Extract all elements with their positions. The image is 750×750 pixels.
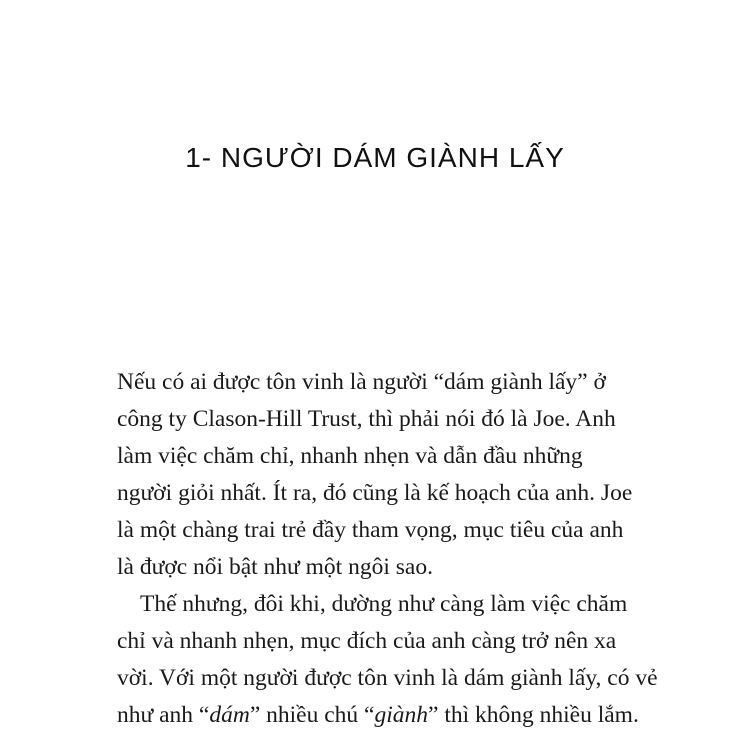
text-segment: như anh “ [117,702,210,728]
italic-word: dám [209,702,250,728]
text-line: vời. Với một người được tôn vinh là dám giành lấy, có vẻ [117,665,658,691]
text-line: Thế nhưng, đôi khi, dường như càng làm việc chăm [140,591,628,617]
text-segment: ” nhiều chú “ [249,702,375,728]
text-segment: ” thì không nhiều lắm. [428,702,639,728]
text-line: Nếu có ai được tôn vinh là người “dám giành lấy” ở [117,369,606,395]
text-line: làm việc chăm chỉ, nhanh nhẹn và dẫn đầu những [117,443,583,469]
text-line: công ty Clason-Hill Trust, thì phải nói đó là Joe. Anh [117,406,616,432]
text-line: người giỏi nhất. Ít ra, đó cũng là kế hoạch của anh. Joe [117,480,633,506]
text-line [117,700,639,730]
text-line: là một chàng trai trẻ đầy tham vọng, mục tiêu của anh [117,517,624,543]
chapter-title: 1- NGƯỜI DÁM GIÀNH LẤY [185,142,565,173]
text-line: là được nổi bật như một ngôi sao. [117,554,433,580]
italic-word: giành [374,702,429,728]
text-line: chỉ và nhanh nhẹn, mục đích của anh càng trở nên xa [117,628,617,654]
